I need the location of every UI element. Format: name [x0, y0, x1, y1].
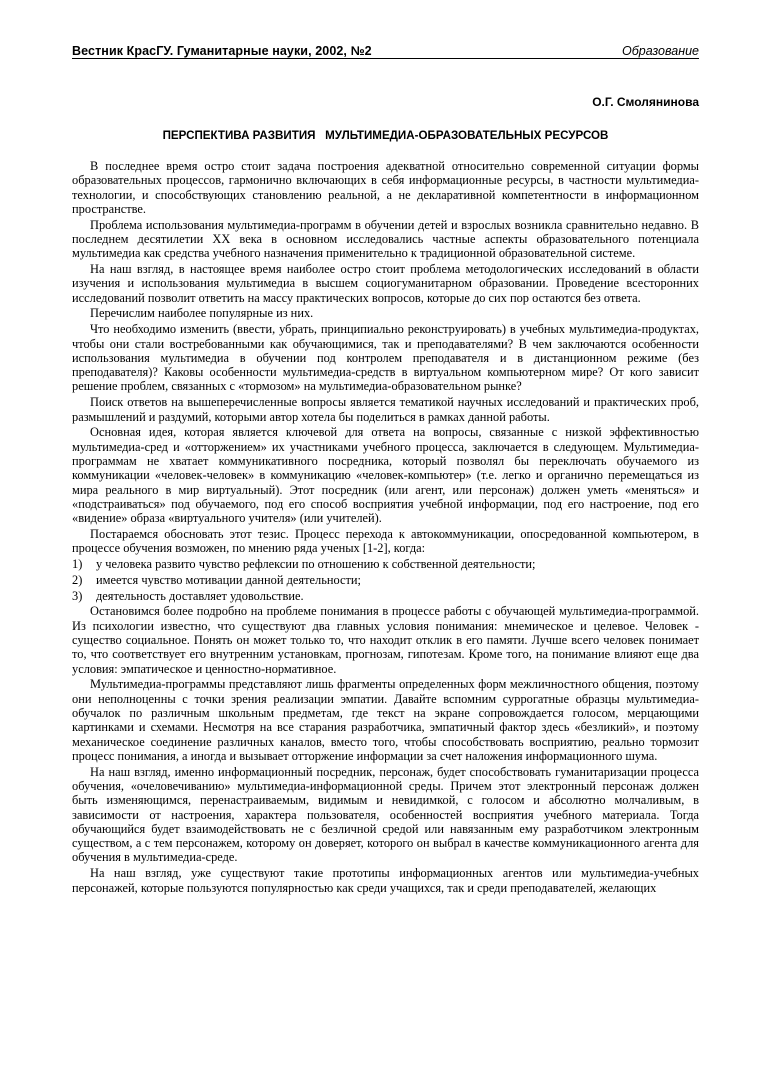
article-page	[72, 36, 699, 896]
list-item	[72, 589, 699, 603]
paragraph: Постараемся обосновать этот тезис. Процесс перехода к автокоммуникации, опосредованной компьютером, в процессе обучения возможен, по мнению ряда ученых [1-2], когда:	[72, 526, 699, 556]
paragraph: Основная идея, которая является ключевой для ответа на вопросы, связанные с низкой эффективностью мультимедиа-сред и «отторжением» их участниками учебного процесса, заключается в следующем. Мультимедиа-программам не хватает коммуникативного посредника, который позволял бы переключать обучаемого из коммуникации «человек-человек» в коммуникацию «человек-компьютер» (т.е. легко и органично перемещаться из мира реального в мир виртуальный). Этот посредник (или агент, или персонаж) должен уметь «меняться» и «подстраиваться» под обучаемого, под его способ восприятия учебной информации, под его настроение, под его «видение» образа «виртуального учителя» (или учителей).	[72, 425, 699, 526]
paragraph: Перечислим наиболее популярные из них.	[90, 306, 314, 321]
paragraph: В последнее время остро стоит задача построения адекватной относительно современной ситуации формы образовательных процессов, гармонично включающих в себя информационные ресурсы, в частности мультимедиа-технологии, и способствующих становлению реальной, а не декларативной компетентности в информационном пространстве.	[72, 159, 699, 216]
list-item	[72, 573, 699, 587]
list-item-text: деятельность доставляет удовольствие.	[96, 588, 304, 603]
author-name: О.Г. Смолянинова	[592, 95, 699, 109]
paragraph: Что необходимо изменить (ввести, убрать, принципиально реконструировать) в учебных мультимедиа-продуктах, чтобы они стали востребованными как обучающимися, так и преподавателями? В чем заключаются особенности использования мультимедиа в обучении под контролем преподавателя и в дистанционном режиме (без преподавателя)? Каковы особенности мультимедиа-средств в виртуальном компьютерном мире? От кого зависит решение проблем, связанных с «тормозом» на мультимедиа-образовательном рынке?	[72, 322, 699, 394]
article-title: ПЕРСПЕКТИВА РАЗВИТИЯ МУЛЬТИМЕДИА-ОБРАЗОВАТЕЛЬНЫХ РЕСУРСОВ	[162, 129, 609, 142]
paragraph: На наш взгляд, именно информационный посредник, персонаж, будет способствовать гуманитаризации процесса обучения, «очеловечиванию» мультимедиа-информационной среды. Причем этот электронный персонаж должен быть изменяющимся, перенастраиваемым, видимым и невидимкой, с голосом и абсолютно молчаливым, в зависимости от настроения, характера пользователя, особенностей восприятия учебного материала. Тогда обучающийся будет взаимодействовать не с безличной средой или навязанным ему разработчиком электронным существом, а с тем персонажем, которому он доверяет, которого он выбрал в качестве коммуникационного агента для обучения в мультимедиа-среде.	[72, 764, 699, 865]
list-item-text: имеется чувство мотивации данной деятельности;	[96, 572, 361, 587]
list-item	[72, 557, 699, 571]
paragraph: Остановимся более подробно на проблеме понимания в процессе работы с обучающей мультимедиа-программой. Из психологии известно, что существуют два главных условия понимания: мнемическое и целевое. Человек - существо социальное. Понять он может только то, что находит отклик в его памяти. Лучше всего человек понимает то, что соответствует его внутренним установкам, прогнозам, гипотезам. Кроме того, на понимание влияют еще два условия: эмпатическое и ценностно-нормативное.	[72, 604, 699, 676]
paragraph: Проблема использования мультимедиа-программ в обучении детей и взрослых возникла сравнительно недавно. В последнем десятилетии XX века в основном исследовались частные аспекты образовательного потенциала мультимедиа как средства учебного назначения применительно к традиционной образовательной системе.	[72, 217, 699, 261]
paragraph: На наш взгляд, уже существуют такие прототипы информационных агентов или мультимедиа-учебных персонажей, которые пользуются популярностью как среди учащихся, так и среди преподавателей, желающих	[72, 866, 699, 895]
list-item-number: 1)	[72, 557, 83, 572]
running-header	[72, 36, 699, 59]
list-item-text: у человека развито чувство рефлексии по отношению к собственной деятельности;	[96, 557, 536, 572]
article-body	[72, 159, 699, 895]
paragraph: На наш взгляд, в настоящее время наиболее остро стоит проблема методологических исследований в области изучения и использования мультимедиа в высшем социогуманитарном образовании. Проведение всесторонних исследований позволит ответить на массу практических вопросов, которые до сих пор остаются без ответа.	[72, 262, 699, 305]
section-name: Образование	[622, 44, 699, 58]
journal-title: Вестник КрасГУ. Гуманитарные науки, 2002, №2	[72, 44, 372, 58]
paragraph: Мультимедиа-программы представляют лишь фрагменты определенных форм межличностного общения, поэтому они неполноценны с точки зрения реализации эмпатии. Давайте вспомним суррогатные образцы мультимедиа-обучалок по различным школьным предметам, где текст на экране сопровождается голосом, мерцающими картинками и схемами. Несмотря на все старания разработчика, эмпатичный фактор здесь «безликий», и поэтому механическое соединение различных каналов, вместо того, чтобы способствовать восприятию, реально тормозит процесс понимания, а иногда и вызывает отторжение информации за счет наложения информационного шума.	[72, 677, 699, 763]
list-item-number: 3)	[72, 588, 83, 603]
paragraph: Поиск ответов на вышеперечисленные вопросы является тематикой научных исследований и практических проб, размышлений и раздумий, которыми автор хотела бы поделиться в рамках данной работы.	[72, 395, 699, 424]
list-item-number: 2)	[72, 572, 83, 587]
